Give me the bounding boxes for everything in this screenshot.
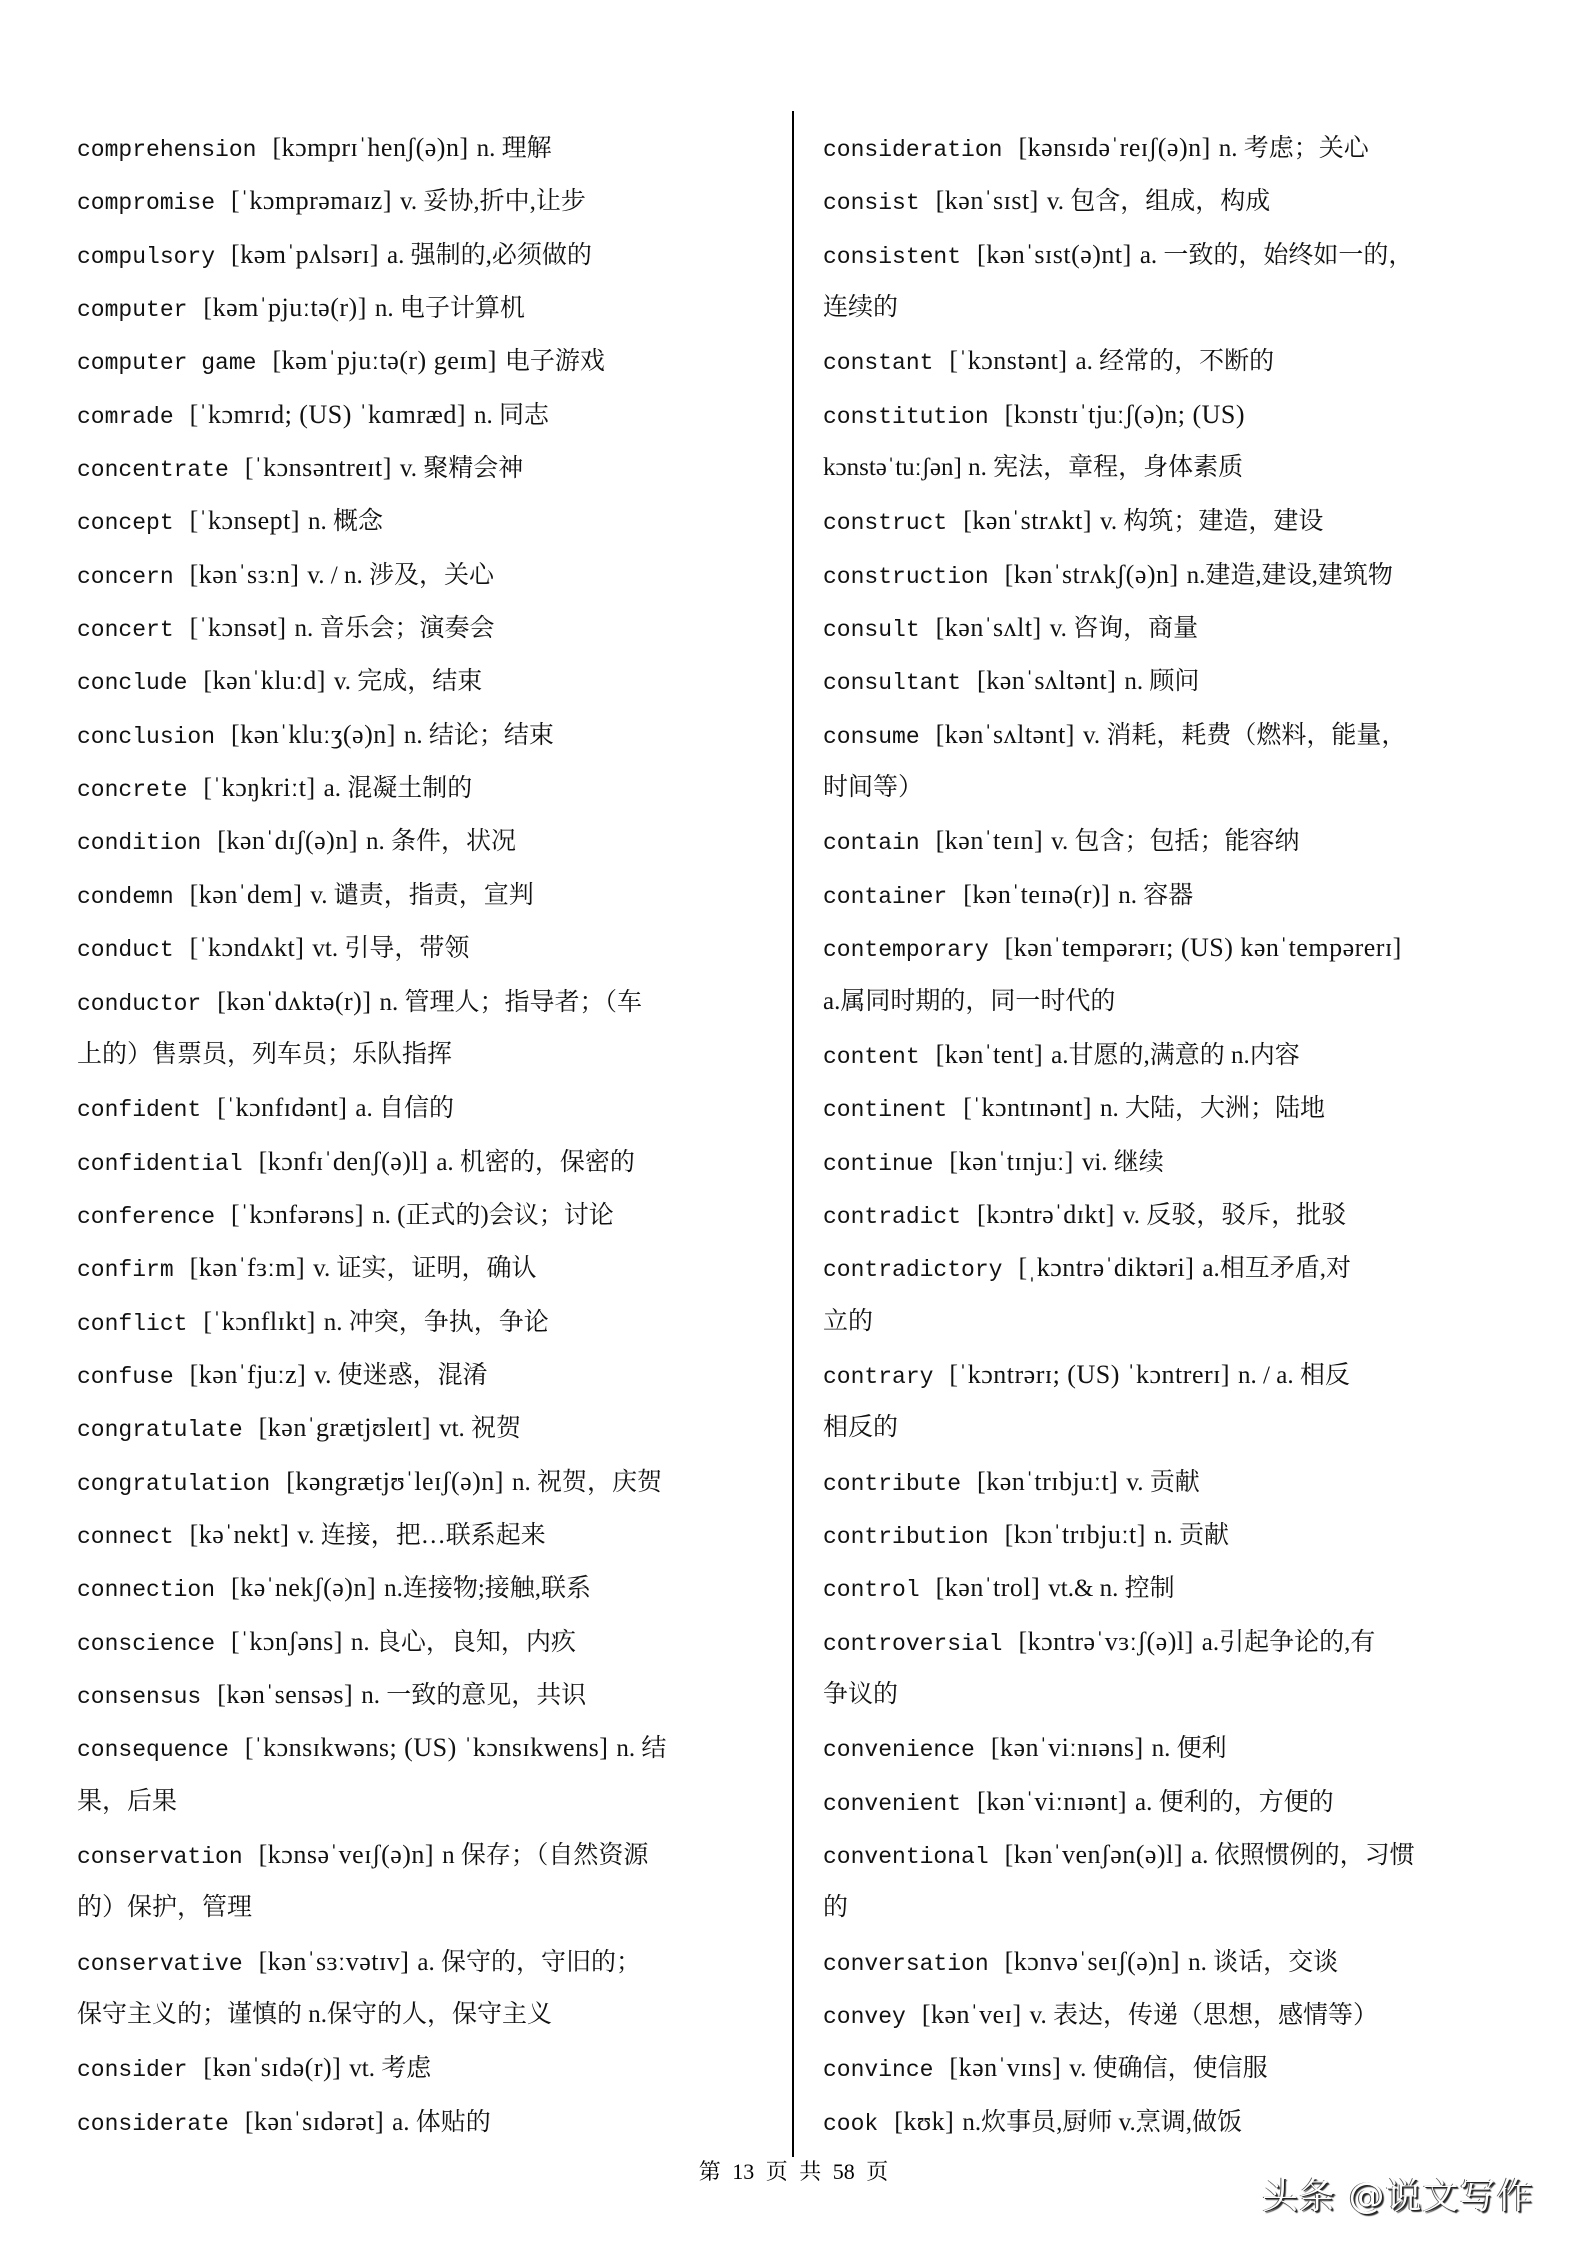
definition-continuation: 连续的 xyxy=(823,294,899,322)
entry-line xyxy=(823,1508,1543,1561)
definition: a. 混凝土制的 xyxy=(323,775,473,803)
definition-continuation: 争议的 xyxy=(823,1680,899,1708)
definition: a. 一致的，始终如一的， xyxy=(1139,241,1414,269)
headword: control xyxy=(823,1577,920,1604)
entry-line xyxy=(823,1935,1543,1988)
definition-continuation: 果，后果 xyxy=(77,1787,178,1815)
entry-line xyxy=(77,868,777,921)
definition: 电子游戏 xyxy=(504,348,605,376)
headword: consensus xyxy=(77,1683,202,1710)
phonetic-transcription: [ˈkɔmprəmaɪz] xyxy=(231,186,392,216)
definition: a. 保守的，守旧的； xyxy=(417,1948,642,1976)
entry-line xyxy=(77,921,777,974)
headword: condition xyxy=(77,830,202,857)
definition: v. 包含；包括；能容纳 xyxy=(1051,828,1300,856)
definition: v. 咨询，商量 xyxy=(1049,615,1199,643)
definition: n. 同志 xyxy=(474,401,550,429)
phonetic-transcription: [kənˈdʌktə(r)] xyxy=(217,986,372,1016)
entry-line xyxy=(77,1348,777,1401)
headword: conductor xyxy=(77,990,202,1017)
definition: v. 包含，组成，构成 xyxy=(1046,188,1271,216)
phonetic-transcription: [kənˈsɪst] xyxy=(935,186,1039,216)
phonetic-transcription: [kənˈsɪdə(r)] xyxy=(203,2053,342,2083)
entry-line xyxy=(823,174,1543,227)
definition-continuation: 时间等） xyxy=(823,774,924,802)
headword: connect xyxy=(77,1523,174,1550)
entry-line xyxy=(77,1828,777,1881)
headword: continent xyxy=(823,1097,948,1124)
entry-line xyxy=(823,814,1543,867)
phonetic-transcription: [kɔmprɪˈhenʃ(ə)n] xyxy=(272,133,469,162)
entry-line xyxy=(77,2095,777,2148)
phonetic-transcription: [kənˈsɪdərət] xyxy=(244,2106,385,2136)
headword: convenient xyxy=(823,1790,962,1817)
phonetic-transcription: [kənˈsʌlt] xyxy=(935,613,1042,643)
entry-line xyxy=(77,548,777,601)
definition: a. 机密的，保密的 xyxy=(436,1148,635,1176)
definition: n. 贡献 xyxy=(1153,1521,1229,1549)
entry-line xyxy=(77,281,777,334)
headword: confirm xyxy=(77,1257,174,1284)
definition: n.建造,建设,建筑物 xyxy=(1186,561,1393,589)
entry-line xyxy=(823,1988,1543,2041)
phonetic-transcription: [kənˈteɪnə(r)] xyxy=(963,879,1111,909)
definition-continuation: 的）保护，管理 xyxy=(77,1894,253,1922)
phonetic-transcription: [kənˈkluːd] xyxy=(203,666,326,696)
page-number-footer: 第 13 页 共 58 页 xyxy=(698,2159,889,2184)
headword: cook xyxy=(823,2110,879,2137)
headword: conflict xyxy=(77,1310,188,1337)
entry-line xyxy=(77,654,777,707)
phonetic-transcription: [kənˈvɪns] xyxy=(949,2053,1062,2083)
headword: contribution xyxy=(823,1523,989,1550)
headword: connection xyxy=(77,1577,216,1604)
entry-line xyxy=(823,2041,1543,2094)
phonetic-transcription: [kənˈsensəs] xyxy=(217,1679,354,1709)
phonetic-transcription: [kənˈsʌltənt] xyxy=(935,719,1075,749)
phonetic-transcription: [kəmˈpjuːtə(r)] xyxy=(203,293,367,323)
definition: n. 大陆，大洲；陆地 xyxy=(1099,1095,1325,1123)
phonetic-transcription: [kɔnˈtrɪbjuːt] xyxy=(1004,1519,1146,1549)
phonetic-transcription: [kənˈgrætjʊleɪt] xyxy=(258,1413,432,1443)
phonetic-transcription: [ˈkɔnfɪdənt] xyxy=(217,1093,348,1123)
headword: considerate xyxy=(77,2110,229,2137)
headword: consideration xyxy=(823,137,1003,163)
headword: contrary xyxy=(823,1363,934,1390)
definition: vt. 祝贺 xyxy=(439,1415,522,1443)
phonetic-transcription: [kənˈsɜːvətɪv] xyxy=(258,1946,410,1976)
definition: n. 谈话，交谈 xyxy=(1188,1948,1339,1976)
headword: consume xyxy=(823,723,920,750)
phonetic-transcription: [ˈkɔnsept] xyxy=(189,506,301,536)
phonetic-transcription: [kɔnstɪˈtjuːʃ(ə)n; (US) xyxy=(1004,399,1246,429)
entry-line xyxy=(77,174,777,227)
phonetic-transcription: [kənˈtent] xyxy=(935,1039,1044,1069)
phonetic-transcription: [kɔnsəˈveɪʃ(ə)n] xyxy=(258,1840,435,1869)
definition: v. 消耗，耗费（燃料，能量， xyxy=(1082,721,1407,749)
definition: v. 聚精会神 xyxy=(399,455,524,483)
entry-line xyxy=(77,1615,777,1668)
definition: n 保存；（自然资源 xyxy=(442,1842,649,1869)
phonetic-transcription: [kənˈkluːʒ(ə)n] xyxy=(231,719,396,749)
headword: condemn xyxy=(77,883,174,910)
headword: conversation xyxy=(823,1950,989,1977)
headword: concert xyxy=(77,617,174,644)
headword: convenience xyxy=(823,1737,975,1764)
entry-line xyxy=(823,1775,1543,1828)
definition: a. 体贴的 xyxy=(392,2108,491,2136)
right-column xyxy=(823,121,1543,2148)
definition-continuation: 立的 xyxy=(823,1307,874,1335)
phonetic-transcription: [kənˈsɜːn] xyxy=(189,559,300,589)
entry-line xyxy=(77,1721,777,1774)
definition: a. 便利的，方便的 xyxy=(1134,1788,1334,1816)
headword: conventional xyxy=(823,1844,989,1870)
definition: v. 完成，结束 xyxy=(333,668,483,696)
entry-line xyxy=(823,654,1543,707)
entry-line xyxy=(77,334,777,387)
entry-line xyxy=(77,494,777,547)
entry-line xyxy=(77,1508,777,1561)
definition: n. 条件，状况 xyxy=(366,828,517,856)
definition: v. 使确信，使信服 xyxy=(1069,2055,1268,2083)
definition-continuation: 相反的 xyxy=(823,1414,899,1442)
phonetic-transcription: [kənˈfɜːm] xyxy=(189,1253,306,1283)
headword: concentrate xyxy=(77,457,229,484)
entry-line xyxy=(823,601,1543,654)
headword: contradictory xyxy=(823,1257,1003,1284)
definition-continuation: 保守主义的；谨慎的 n.保守的人，保守主义 xyxy=(77,2001,553,2029)
entry-line xyxy=(823,1828,1543,1881)
entry-line xyxy=(823,494,1543,547)
definition: n. 顾问 xyxy=(1124,668,1200,696)
headword: contain xyxy=(823,830,920,857)
entry-line xyxy=(77,1081,777,1134)
definition: n. 概念 xyxy=(308,508,384,536)
entry-line xyxy=(77,975,777,1028)
definition: n. 结论；结束 xyxy=(403,721,554,749)
phonetic-transcription: [kənˈdɪʃ(ə)n] xyxy=(217,826,358,856)
phonetic-transcription: [ˈkɔnsɪkwəns; (US) ˈkɔnsɪkwens] xyxy=(244,1733,609,1763)
definition: n.炊事员,厨师 v.烹调,做饭 xyxy=(962,2108,1242,2136)
headword: congratulate xyxy=(77,1417,243,1444)
definition: v. 谴责，指责，宣判 xyxy=(310,881,534,909)
phonetic-transcription: [kɔntrəˈdɪkt] xyxy=(977,1199,1115,1229)
headword: consist xyxy=(823,190,920,217)
entry-line xyxy=(77,1135,777,1188)
entry-line xyxy=(77,1401,777,1454)
entry-line xyxy=(77,1561,777,1614)
definition: n. 电子计算机 xyxy=(374,295,525,323)
entry-line xyxy=(823,1455,1543,1508)
phonetic-transcription: [ˈkɔntɪnənt] xyxy=(963,1093,1092,1123)
definition: vt.& n. 控制 xyxy=(1048,1575,1175,1603)
phonetic-transcription: [ˈkɔŋkriːt] xyxy=(203,773,316,803)
entry-line xyxy=(823,121,1543,174)
entry-line xyxy=(823,548,1543,601)
definition: vt. 考虑 xyxy=(349,2055,432,2083)
headword: container xyxy=(823,883,948,910)
phonetic-transcription: [ˈkɔnsət] xyxy=(189,613,287,643)
definition: v. 反驳，驳斥，批驳 xyxy=(1122,1201,1347,1229)
entry-line xyxy=(77,708,777,761)
headword: constitution xyxy=(823,403,989,430)
definition-continuation: 上的）售票员，列车员；乐队指挥 xyxy=(77,1040,453,1068)
phonetic-transcription: [kɔntrəˈvɜːʃ(ə)l] xyxy=(1018,1626,1194,1656)
phonetic-transcription: [kənˈviːnɪənt] xyxy=(977,1786,1127,1816)
entry-line xyxy=(77,121,777,174)
phonetic-transcription: [kənˈsɪst(ə)nt] xyxy=(977,239,1132,269)
phonetic-transcription: [kənˈtrɪbjuːt] xyxy=(977,1466,1119,1496)
headword: conservation xyxy=(77,1844,243,1870)
headword: conscience xyxy=(77,1630,216,1657)
definition: n. 祝贺，庆贺 xyxy=(511,1468,662,1496)
definition: v. / n. 涉及，关心 xyxy=(307,561,494,589)
headword: confidential xyxy=(77,1150,243,1177)
entry-line xyxy=(77,601,777,654)
phonetic-transcription: [kənˈtrol] xyxy=(935,1573,1041,1603)
definition: n. 一致的意见，共识 xyxy=(361,1681,587,1709)
phonetic-transcription: [ˈkɔndʌkt] xyxy=(189,933,305,963)
left-column xyxy=(77,121,777,2148)
phonetic-transcription: [kənˈteɪn] xyxy=(935,826,1044,856)
phonetic-transcription: [kɔnfɪˈdenʃ(ə)l] xyxy=(258,1146,429,1176)
entry-line xyxy=(77,1295,777,1348)
headword: consequence xyxy=(77,1737,229,1764)
phonetic-transcription: [kənˈvenʃən(ə)l] xyxy=(1004,1840,1183,1869)
entry-line xyxy=(823,1241,1543,1294)
entry-line xyxy=(823,1721,1543,1774)
entry-line xyxy=(823,1135,1543,1188)
entry-line xyxy=(823,334,1543,387)
definition-continuation: 的 xyxy=(823,1894,849,1922)
phonetic-transcription: [kʊk] xyxy=(894,2106,955,2136)
headword: construction xyxy=(823,563,989,590)
phonetic-transcription: [kənˈviːnɪəns] xyxy=(990,1733,1144,1763)
phonetic-transcription: [kənˈsʌltənt] xyxy=(977,666,1117,696)
headword: content xyxy=(823,1043,920,1070)
headword: conference xyxy=(77,1203,216,1230)
headword: compulsory xyxy=(77,243,216,270)
phonetic-transcription: [kənˈstrʌkt] xyxy=(963,506,1092,536)
phonetic-transcription: [kəmˈpjuːtə(r) geɪm] xyxy=(272,346,497,376)
headword: confident xyxy=(77,1097,202,1124)
phonetic-transcription: [kənˈstrʌkʃ(ə)n] xyxy=(1004,559,1179,589)
entry-line xyxy=(823,1081,1543,1134)
headword: controversial xyxy=(823,1630,1003,1657)
entry-line xyxy=(823,2095,1543,2148)
definition: a.引起争论的,有 xyxy=(1201,1628,1376,1656)
definition: n. / a. 相反 xyxy=(1238,1361,1350,1389)
entry-line xyxy=(823,708,1543,761)
headword: confuse xyxy=(77,1363,174,1390)
phonetic-transcription: [kənˈtɪnjuː] xyxy=(949,1146,1074,1176)
headword: computer xyxy=(77,297,188,324)
phonetic-transcription: [kəˈnekt] xyxy=(189,1519,290,1549)
phonetic-transcription: [kənˈdem] xyxy=(189,879,303,909)
definition: n. 音乐会；演奏会 xyxy=(294,615,495,643)
phonetic-transcription: [ˌkɔntrəˈdiktəri] xyxy=(1018,1253,1195,1283)
column-divider xyxy=(792,111,794,2157)
definition: a. 依照惯例的，习惯 xyxy=(1190,1842,1415,1869)
definition: n. 管理人；指导者；（车 xyxy=(379,988,643,1016)
entry-line xyxy=(823,388,1543,441)
headword: concrete xyxy=(77,777,188,804)
phonetic-transcription: [kənˈfjuːz] xyxy=(189,1359,307,1389)
headword: consult xyxy=(823,617,920,644)
headword: concept xyxy=(77,510,174,537)
headword: conservative xyxy=(77,1950,243,1977)
definition: a. 自信的 xyxy=(355,1095,455,1123)
headword: consultant xyxy=(823,670,962,697)
entry-line xyxy=(823,1028,1543,1081)
definition: n. 结 xyxy=(616,1735,667,1763)
definition: n. 考虑；关心 xyxy=(1218,135,1369,162)
definition: v. 证实，证明，确认 xyxy=(313,1255,537,1283)
definition: n.连接物;接触,联系 xyxy=(384,1575,592,1603)
entry-line xyxy=(77,761,777,814)
phonetic-transcription: [ˈkɔntrərɪ; (US) ˈkɔntrerɪ] xyxy=(949,1359,1231,1389)
definition: n. 良心，良知，内疚 xyxy=(350,1628,576,1656)
headword: constant xyxy=(823,350,934,377)
headword: construct xyxy=(823,510,948,537)
headword: convince xyxy=(823,2057,934,2084)
phonetic-transcription: [kənsɪdəˈreɪʃ(ə)n] xyxy=(1018,133,1211,162)
definition: v. 构筑；建造，建设 xyxy=(1099,508,1324,536)
entry-line xyxy=(77,1668,777,1721)
phonetic-transcription: [ˈkɔnflɪkt] xyxy=(203,1306,316,1336)
entry-line xyxy=(823,1561,1543,1614)
phonetic-transcription: [kənˈtempərərɪ; (US) kənˈtempərerɪ] xyxy=(1004,933,1402,963)
phonetic-transcription: [ˈkɔnfərəns] xyxy=(231,1199,365,1229)
headword: contradict xyxy=(823,1203,962,1230)
entry-line xyxy=(823,1188,1543,1241)
definition: vi. 继续 xyxy=(1081,1148,1164,1176)
headword: computer game xyxy=(77,350,257,377)
definition: vt. 引导，带领 xyxy=(312,935,470,963)
entry-line xyxy=(77,814,777,867)
phonetic-transcription: [kəngrætjʊˈleɪʃ(ə)n] xyxy=(286,1466,504,1496)
entry-line xyxy=(77,1188,777,1241)
definition: v. 使迷惑，混淆 xyxy=(314,1361,488,1389)
entry-line xyxy=(823,921,1543,974)
entry-line xyxy=(823,868,1543,921)
phonetic-transcription: [ˈkɔnsəntreɪt] xyxy=(244,453,392,483)
definition: v. 贡献 xyxy=(1126,1468,1200,1496)
phonetic-transcription: [kəmˈpʌlsərɪ] xyxy=(231,239,380,269)
headword: comrade xyxy=(77,403,174,430)
definition: n. 冲突，争执，争论 xyxy=(323,1308,549,1336)
entry-line xyxy=(77,1935,777,1988)
definition: n. (正式的)会议；讨论 xyxy=(372,1201,614,1229)
definition: n. 理解 xyxy=(476,135,552,162)
definition: a. 强制的,必须做的 xyxy=(387,241,592,269)
headword: concern xyxy=(77,563,174,590)
entry-line xyxy=(77,388,777,441)
definition: n. 容器 xyxy=(1118,881,1194,909)
phonetic-transcription: [ˈkɔnstənt] xyxy=(949,346,1068,376)
definition: v. 表达，传递（思想，感情等） xyxy=(1029,2002,1378,2030)
entry-line xyxy=(823,1348,1543,1401)
entry-line xyxy=(77,1241,777,1294)
definition: n. 便利 xyxy=(1151,1735,1227,1763)
headword: continue xyxy=(823,1150,934,1177)
phonetic-transcription: [kəˈnekʃ(ə)n] xyxy=(231,1573,377,1603)
definition: v. 连接，把…联系起来 xyxy=(297,1521,546,1549)
headword: contribute xyxy=(823,1470,962,1497)
entry-line xyxy=(823,228,1543,281)
phonetic-transcription: [ˈkɔnʃəns] xyxy=(231,1626,343,1656)
entry-line xyxy=(77,1455,777,1508)
definition-continuation: kɔnstəˈtuːʃən] n. 宪法，章程，身体素质 xyxy=(823,454,1244,482)
headword: consider xyxy=(77,2057,188,2084)
definition: a.相互矛盾,对 xyxy=(1202,1255,1352,1283)
definition: v. 妥协,折中,让步 xyxy=(400,188,586,216)
headword: conclude xyxy=(77,670,188,697)
phonetic-transcription: [kənˈveɪ] xyxy=(921,2000,1022,2030)
entry-line xyxy=(823,1615,1543,1668)
headword: compromise xyxy=(77,190,216,217)
phonetic-transcription: [kɔnvəˈseɪʃ(ə)n] xyxy=(1004,1946,1181,1976)
entry-line xyxy=(77,441,777,494)
headword: congratulation xyxy=(77,1470,271,1497)
headword: conduct xyxy=(77,937,174,964)
definition-continuation: a.属同时期的，同一时代的 xyxy=(823,987,1116,1015)
headword: consistent xyxy=(823,243,962,270)
phonetic-transcription: [ˈkɔmrɪd; (US) ˈkɑmræd] xyxy=(189,399,466,429)
headword: comprehension xyxy=(77,137,257,163)
headword: contemporary xyxy=(823,937,989,964)
entry-line xyxy=(77,228,777,281)
headword: convey xyxy=(823,2004,906,2031)
definition: a.甘愿的,满意的 n.内容 xyxy=(1051,1041,1300,1069)
definition: a. 经常的，不断的 xyxy=(1075,348,1275,376)
entry-line xyxy=(77,2041,777,2094)
watermark-text: 头条 @说文写作 xyxy=(1262,2176,1534,2217)
headword: conclusion xyxy=(77,723,216,750)
